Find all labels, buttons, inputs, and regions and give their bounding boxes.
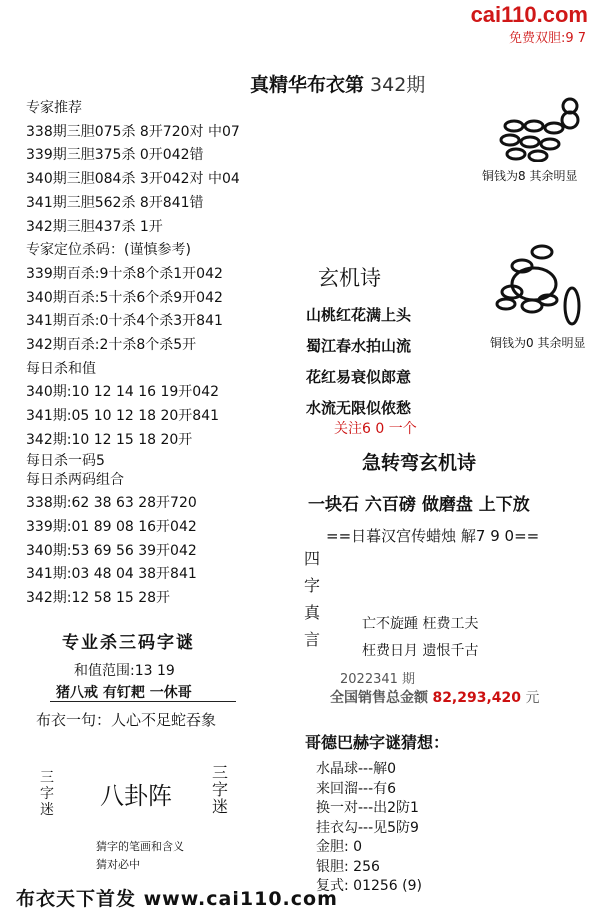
jizhuan-heading: 急转弯玄机诗 (362, 452, 477, 474)
poem-line: 山桃红花满上头 (306, 306, 412, 324)
position-kill-line: 341期百杀:0十杀4个杀3开841 (26, 313, 223, 330)
sum-kill-line: 341期:05 10 12 18 20开841 (26, 408, 220, 425)
sum-kill-heading: 每日杀和值 (26, 360, 96, 377)
four-char-label-char: 真 (304, 603, 321, 622)
riddle3-line: 猪八戒 有钉耙 一休哥 (56, 685, 192, 701)
goldbach-line: 挂衣勾---见5防9 (316, 819, 419, 836)
experts-line: 340期三胆084杀 3开042对 中04 (26, 171, 240, 188)
jizhuan-line-1: 一块石 六百磅 做磨盘 上下放 (308, 495, 530, 515)
position-kill-heading: 专家定位杀码：(谨慎参考) (26, 242, 191, 259)
four-char-label-char: 言 (304, 630, 321, 649)
pair-kill-line: 342期:12 58 15 28开 (26, 590, 171, 607)
four-char-label-char: 四 (304, 549, 321, 568)
riddle3-heading: 专业杀三码字谜 (62, 633, 195, 653)
bonus-pair: 免费双胆:9 7 (508, 31, 586, 46)
four-char-label (304, 545, 320, 653)
pair-kill-line: 340期:53 69 56 39开042 (26, 542, 197, 559)
experts-line: 338期三胆075杀 8开720对 中07 (26, 123, 240, 140)
coins-bottom-caption: 铜钱为0 其余明显 (490, 336, 586, 350)
four-char-label-char: 字 (304, 576, 321, 595)
riddle3-divider (50, 701, 236, 702)
goldbach-line: 来回溜---有6 (316, 780, 397, 797)
goldbach-line: 水晶球---解0 (316, 761, 397, 777)
coins-eight-illustration (498, 96, 588, 162)
coins-zero-illustration (492, 240, 588, 330)
riddle3-range: 和值范围:13 19 (74, 663, 175, 679)
coins-top-caption: 铜钱为8 其余明显 (482, 169, 578, 183)
poem-note: 关注6 0 一个 (334, 421, 417, 437)
goldbach-line: 换一对---出2防1 (316, 800, 419, 816)
goldbach-heading: 哥德巴赫字谜猜想： (305, 733, 450, 752)
one-code-kill: 每日杀一码5 (26, 452, 105, 469)
bagua-left-label: 三字迷 (40, 770, 58, 818)
poem-line: 蜀江春水拍山流 (306, 337, 412, 355)
poem-heading: 玄机诗 (318, 266, 381, 290)
position-kill-line: 340期百杀:5十杀6个杀9开042 (26, 289, 223, 306)
site-logo: cai110.com (470, 2, 588, 27)
position-kill-line: 342期百杀:2十杀8个杀5开 (26, 337, 197, 354)
pair-kill-line: 341期:03 48 04 38开841 (26, 566, 197, 583)
goldbach-block (316, 760, 422, 897)
position-kill-line: 339期百杀:9十杀8个杀1开042 (26, 265, 223, 282)
goldbach-line: 银胆: 256 (316, 858, 380, 875)
footer-slogan: 布衣天下首发 www.cai110.com (16, 888, 338, 910)
experts-heading: 专家推荐 (26, 100, 82, 116)
title-text: 真精华布衣第 (250, 74, 365, 96)
page-title (250, 70, 425, 97)
poem-block (306, 300, 411, 424)
goldbach-line: 复式: 01256 (9) (316, 878, 422, 894)
bagua-center: 八卦阵 (100, 782, 172, 810)
jizhuan-line-2: ==日暮汉宫传蜡烛 解7 9 0== (326, 527, 540, 545)
sales-unit: 元 (525, 690, 540, 706)
buyi-sentence: 布衣一句：人心不足蛇吞象 (36, 711, 217, 729)
experts-line: 341期三胆562杀 8开841错 (26, 194, 204, 211)
left-column (26, 97, 240, 611)
four-char-line-2: 枉费日月 遗恨千古 (362, 643, 479, 659)
sales-issue: 2022341 期 (340, 672, 416, 687)
pair-kill-heading: 每日杀两码组合 (26, 471, 124, 488)
experts-line: 339期三胆375杀 0开042错 (26, 147, 204, 164)
pair-kill-line: 339期:01 89 08 16开042 (26, 518, 197, 535)
sales-total (330, 687, 539, 707)
goldbach-line: 金胆: 0 (316, 839, 363, 855)
poem-line: 花红易衰似郎意 (306, 368, 412, 386)
bagua-note-1: 猜字的笔画和含义 (96, 840, 184, 853)
experts-line: 342期三胆437杀 1开 (26, 218, 163, 235)
bagua-right-label: 三字迷 (212, 763, 229, 816)
bagua-note-2: 猜对必中 (96, 858, 140, 871)
sum-kill-line: 342期:10 12 15 18 20开 (26, 431, 193, 448)
sales-label: 全国销售总金额 (330, 690, 428, 706)
sum-kill-line: 340期:10 12 14 16 19开042 (26, 384, 220, 401)
issue-number: 342期 (370, 74, 426, 96)
sales-amount: 82,293,420 (432, 690, 522, 706)
four-char-line-1: 亡不旋踵 枉费工夫 (362, 616, 479, 632)
pair-kill-line: 338期:62 38 63 28开720 (26, 495, 197, 512)
poem-line: 水流无限似侬愁 (306, 399, 412, 417)
